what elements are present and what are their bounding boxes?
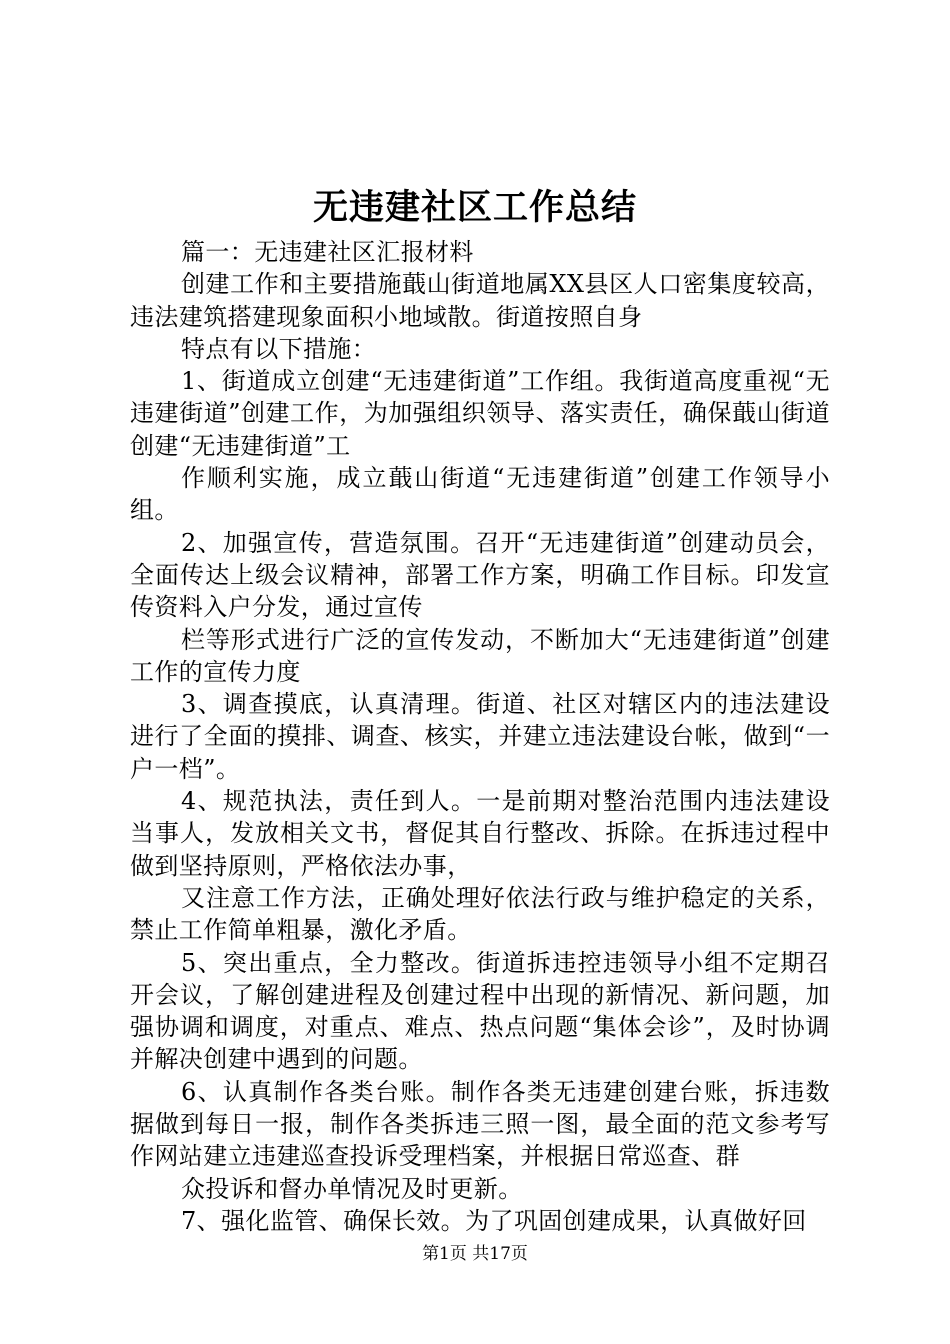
paragraph: 创建工作和主要措施蕺山街道地属XX县区人口密集度较高，违法建筑搭建现象面积小地域散。街道按照自身 bbox=[130, 270, 830, 331]
document-body bbox=[130, 236, 830, 1237]
paragraph: 5、突出重点，全力整改。街道拆违控违领导小组不定期召开会议，了解创建进程及创建过程中出现的新情况、新问题，加强协调和调度，对重点、难点、热点问题“集体会诊”，及时协调并解决创建中遇到的问题。 bbox=[130, 948, 830, 1074]
paragraph: 6、认真制作各类台账。制作各类无违建创建台账，拆违数据做到每日一报，制作各类拆违三照一图，最全面的范文参考写作网站建立违建巡查投诉受理档案，并根据日常巡查、群 bbox=[130, 1077, 830, 1171]
paragraph: 3、调查摸底，认真清理。街道、社区对辖区内的违法建设进行了全面的摸排、调查、核实，并建立违法建设台帐，做到“一户一档”。 bbox=[130, 690, 830, 783]
paragraph: 篇一：无违建社区汇报材料 bbox=[181, 238, 474, 266]
paragraph: 1、街道成立创建“无违建街道”工作组。我街道高度重视“无违建街道”创建工作，为加强组织领导、落实责任，确保蕺山街道创建“无违建街道”工 bbox=[130, 367, 830, 460]
document-title: 无违建社区工作总结 bbox=[312, 187, 637, 228]
paragraph: 作顺利实施，成立蕺山街道“无违建街道”创建工作领导小组。 bbox=[130, 464, 830, 525]
paragraph: 7、强化监管、确保长效。为了巩固创建成果，认真做好回 bbox=[181, 1206, 807, 1235]
page-number-footer: 第1页 共17页 bbox=[422, 1244, 528, 1264]
paragraph: 栏等形式进行广泛的宣传发动，不断加大“无违建街道”创建工作的宣传力度 bbox=[130, 625, 830, 686]
paragraph: 4、规范执法，责任到人。一是前期对整治范围内违法建设当事人，发放相关文书，督促其自行整改、拆除。在拆违过程中做到坚持原则，严格依法办事， bbox=[130, 787, 830, 880]
paragraph: 众投诉和督办单情况及时更新。 bbox=[181, 1174, 523, 1203]
paragraph: 2、加强宣传，营造氛围。召开“无违建街道”创建动员会，全面传达上级会议精神，部署工作方案，明确工作目标。印发宣传资料入户分发，通过宣传 bbox=[130, 528, 830, 622]
paragraph: 特点有以下措施： bbox=[181, 334, 377, 363]
paragraph: 又注意工作方法，正确处理好依法行政与维护稳定的关系，禁止工作简单粗暴，激化矛盾。 bbox=[130, 883, 830, 945]
